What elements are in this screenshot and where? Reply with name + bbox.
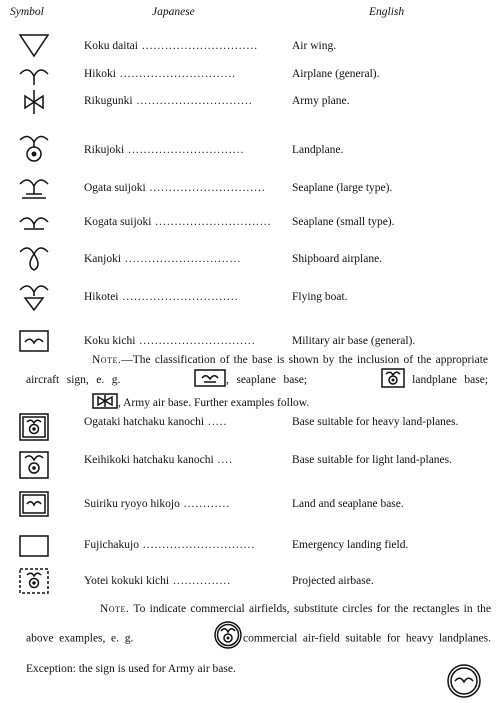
landplane-base-icon: [315, 368, 405, 393]
landplane-icon: [12, 134, 56, 164]
japanese-term: Ogata suijoki: [84, 182, 146, 194]
english-term: Seaplane (large type).: [292, 182, 393, 194]
projected-airbase-icon: [12, 566, 56, 596]
header-japanese: Japanese: [152, 6, 195, 18]
emergency-landing-field-icon: [12, 531, 56, 561]
seaplane-small-icon: [12, 208, 56, 238]
note-text: , seaplane base;: [225, 374, 308, 387]
note-text: Exception: the sign is used for Army air base.: [26, 663, 236, 675]
table-row: Rikugunki .............................. Army plane.: [0, 88, 500, 118]
shipboard-airplane-icon: [12, 244, 56, 274]
note-text: landplane base;: [412, 374, 489, 387]
header-english: English: [369, 6, 405, 18]
english-term: Military air base (general).: [292, 335, 416, 347]
seaplane-large-icon: [12, 174, 56, 204]
note-text: —The classification of the base is shown by the inclusion of the appropriate aircraft sign, e. g.: [26, 354, 488, 387]
japanese-term: Ogataki hatchaku kanochi: [84, 416, 205, 428]
table-row: Suiriku ryoyo hikojo ............ Land and seaplane base.: [0, 490, 500, 520]
english-term: Landplane.: [292, 144, 344, 156]
table-row: Hikotei .............................. Flying boat.: [0, 284, 500, 314]
note-classification: [26, 352, 488, 414]
table-row: Hikoki .............................. Airplane (general).: [0, 60, 500, 90]
airplane-general-icon: [12, 60, 56, 90]
japanese-term: Koku kichi: [84, 335, 136, 347]
table-row: Kanjoki .............................. Shipboard airplane.: [0, 244, 500, 274]
english-term: Land and seaplane base.: [292, 498, 404, 510]
english-term: Shipboard airplane.: [292, 253, 383, 265]
note-text: To indicate commercial airfields, substitute circles for the rectangles in the above examples, e. g.: [26, 603, 491, 645]
english-term: Projected airbase.: [292, 575, 374, 587]
japanese-term: Rikujoki: [84, 144, 125, 156]
english-term: Seaplane (small type).: [292, 216, 395, 228]
table-row: Rikujoki .............................. Landplane.: [0, 134, 500, 164]
note-text: Further examples follow.: [194, 397, 310, 410]
table-row: Keihikoki hatchaku kanochi .... Base suitable for light land-planes.: [0, 450, 500, 480]
land-seaplane-base-icon: [12, 490, 56, 520]
japanese-term: Suiriku ryoyo hikojo: [84, 498, 180, 510]
japanese-term: Hikotei: [84, 291, 119, 303]
note-text: , Army air base.: [118, 397, 192, 410]
army-plane-icon: [12, 88, 56, 118]
english-term: Base suitable for heavy land-planes.: [292, 416, 459, 428]
english-term: Airplane (general).: [292, 68, 380, 80]
japanese-term: Kogata suijoki: [84, 216, 152, 228]
japanese-term: Keihikoki hatchaku kanochi: [84, 454, 214, 466]
header-symbol: Symbol: [10, 6, 44, 18]
note-label: Note.: [92, 354, 122, 366]
english-term: Air wing.: [292, 40, 337, 52]
english-term: Flying boat.: [292, 291, 348, 303]
table-row: Kogata suijoki .............................. Seaplane (small type).: [0, 208, 500, 238]
army-air-base-circle-icon: [444, 664, 484, 698]
light-landplane-base-icon: [12, 450, 56, 480]
japanese-term: Fujichakujo: [84, 539, 139, 551]
table-row: Ogataki hatchaku kanochi ..... Base suitable for heavy land-planes.: [0, 412, 500, 442]
note-label: Note.: [100, 603, 130, 615]
english-term: Base suitable for light land-planes.: [292, 454, 453, 466]
table-row: Fujichakujo ............................. Emergency landing field.: [0, 531, 500, 561]
japanese-term: Yotei kokuki kichi: [84, 575, 170, 587]
triangle-down-icon: [12, 32, 56, 62]
table-row: Yotei kokuki kichi ............... Projected airbase.: [0, 566, 500, 596]
flying-boat-icon: [12, 284, 56, 314]
japanese-term: Hikoki: [84, 68, 116, 80]
japanese-term: Kanjoki: [84, 253, 122, 265]
japanese-term: Rikugunki: [84, 95, 133, 107]
japanese-term: Koku daitai: [84, 40, 138, 52]
english-term: Emergency landing field.: [292, 539, 409, 551]
table-row: Koku kichi .............................. Military air base (general).: [0, 327, 500, 357]
table-row: Koku daitai .............................. Air wing.: [0, 32, 500, 62]
commercial-heavy-landplane-icon: [139, 620, 243, 658]
seaplane-base-icon: [128, 369, 226, 392]
note-text: commercial air-field suitable for heavy landplanes.: [242, 632, 491, 645]
army-air-base-icon: [26, 393, 118, 414]
heavy-landplane-base-icon: [12, 412, 56, 442]
table-row: Ogata suijoki .............................. Seaplane (large type).: [0, 174, 500, 204]
english-term: Army plane.: [292, 95, 350, 107]
note-commercial: [26, 598, 491, 680]
